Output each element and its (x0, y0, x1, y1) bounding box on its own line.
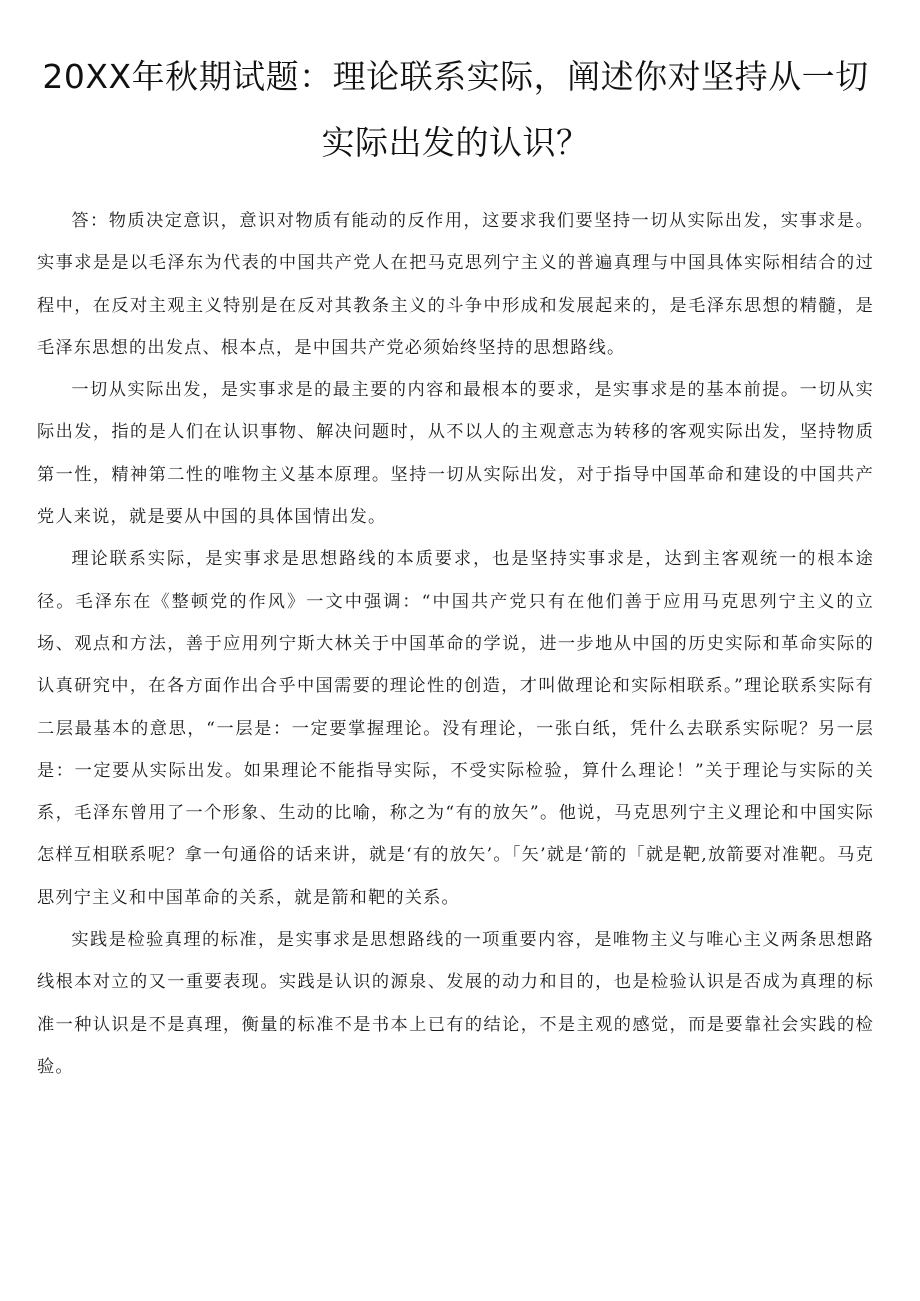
title-line-1: 20XX年秋期试题：理论联系实际，阐述你对坚持从一切 (42, 57, 869, 96)
title-line-2: 实际出发的认识？ (321, 123, 590, 162)
document-title (37, 44, 874, 176)
paragraph-from-reality: 一切从实际出发，是实事求是的最主要的内容和最根本的要求，是实事求是的基本前提。一切从实际出发，指的是人们在认识事物、解决问题时，从不以人的主观意志为转移的客观实际出发，坚持物质第一性，精神第二性的唯物主义基本原理。坚持一切从实际出发，对于指导中国革命和建设的中国共产党人来说，就是要从中国的具体国情出发。 (37, 380, 874, 528)
paragraph-answer-intro: 答：物质决定意识，意识对物质有能动的反作用，这要求我们要坚持一切从实际出发，实事求是。实事求是是以毛泽东为代表的中国共产党人在把马克思列宁主义的普遍真理与中国具体实际相结合的过程中，在反对主观主义特别是在反对其教条主义的斗争中形成和发展起来的，是毛泽东思想的精髓，是毛泽东思想的出发点、根本点，是中国共产党必须始终坚持的思想路线。 (37, 211, 874, 358)
document-body (37, 200, 874, 1088)
paragraph-theory-practice: 理论联系实际，是实事求是思想路线的本质要求，也是坚持实事求是，达到主客观统一的根本途径。毛泽东在《整顿党的作风》一文中强调：“中国共产党只有在他们善于应用马克思列宁主义的立场、观点和方法，善于应用列宁斯大林关于中国革命的学说，进一步地从中国的历史实际和革命实际的认真研究中，在各方面作出合乎中国需要的理论性的创造，才叫做理论和实际相联系。”理论联系实际有二层最基本的意思，“一层是：一定要掌握理论。没有理论，一张白纸，凭什么去联系实际呢？另一层是：一定要从实际出发。如果理论不能指导实际，不受实际检验，算什么理论！”关于理论与实际的关系，毛泽东曾用了一个形象、生动的比喻，称之为“有的放矢”。他说，马克思列宁主义理论和中国实际怎样互相联系呢？拿一句通俗的话来讲，就是‘有的放矢’。「矢’就是‘箭的「就是靶,放箭要对准靶。马克思列宁主义和中国革命的关系，就是箭和靶的关系。 (37, 549, 874, 908)
paragraph-practice-truth: 实践是检验真理的标准，是实事求是思想路线的一项重要内容，是唯物主义与唯心主义两条思想路线根本对立的又一重要表现。实践是认识的源泉、发展的动力和目的，也是检验认识是否成为真理的标准一种认识是不是真理，衡量的标准不是书本上已有的结论，不是主观的感觉，而是要靠社会实践的检验。 (37, 930, 874, 1077)
